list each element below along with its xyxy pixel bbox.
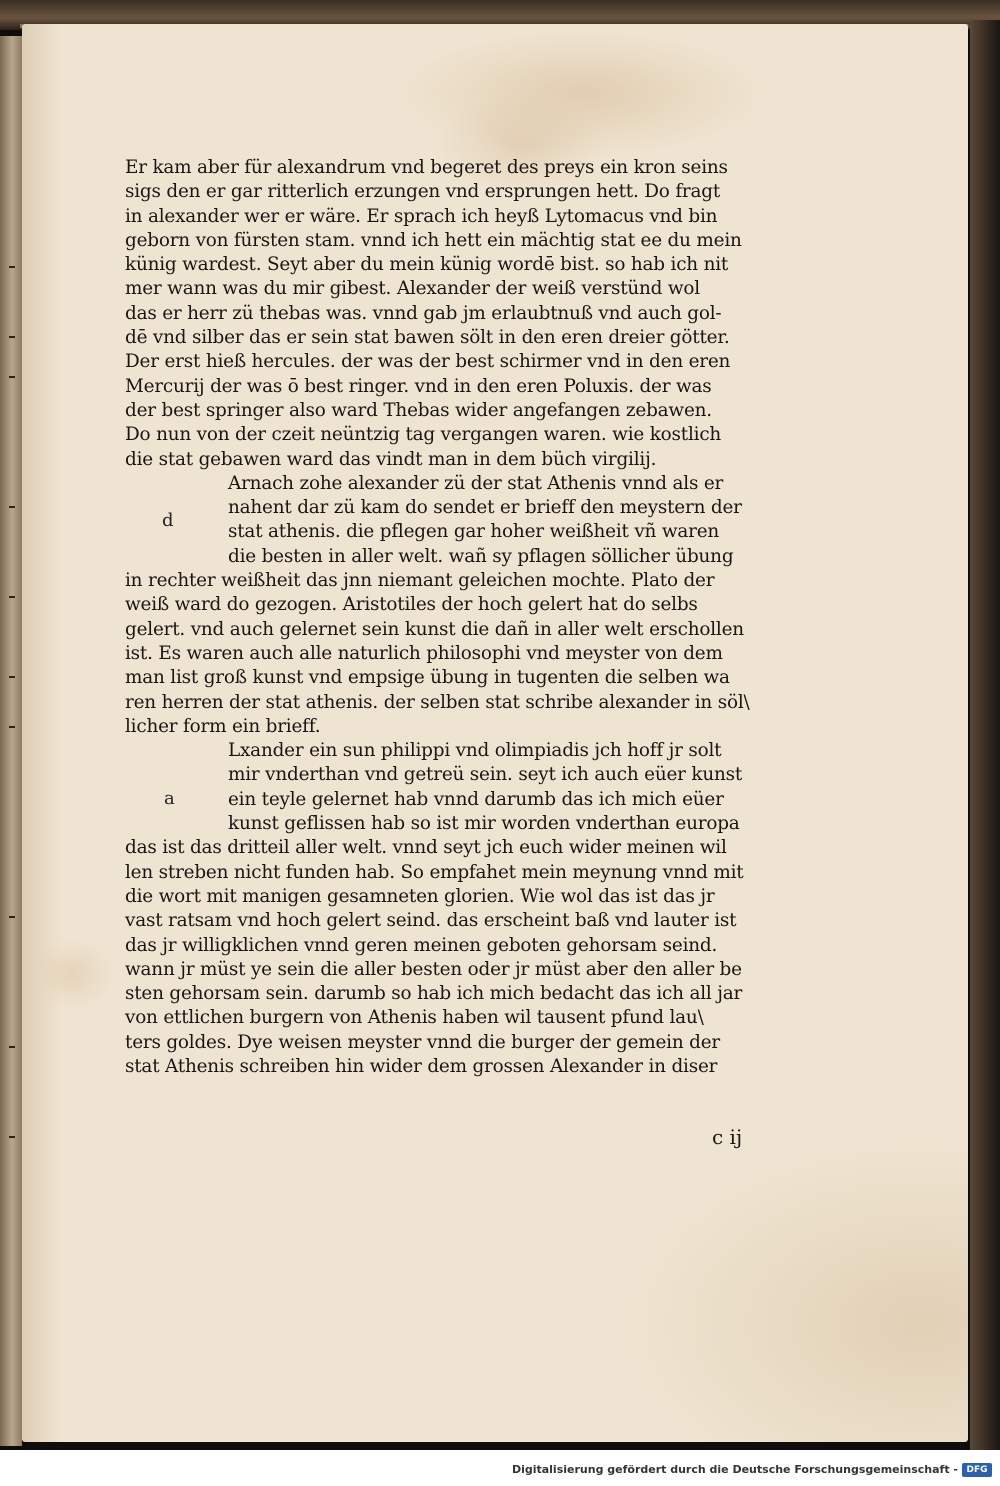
text-line: gelert. vnd auch gelernet sein kunst die dañ in aller welt erschollen <box>125 618 744 640</box>
text-line: ters goldes. Dye weisen meyster vnnd die burger der gemein der <box>125 1031 720 1053</box>
page-text <box>125 156 785 1079</box>
paragraph-3 <box>125 739 785 1079</box>
text-line: in alexander wer er wäre. Er sprach ich heyß Lytomacus vnd bin <box>125 205 718 227</box>
text-line: man list groß kunst vnd empsige übung in tugenten die selben wa <box>125 667 730 689</box>
text-line: nahent dar zü kam do sendet er brieff den meystern der <box>228 497 742 519</box>
facing-page-sliver <box>0 36 22 1446</box>
text-line: das ist das dritteil aller welt. vnnd seyt jch euch wider meinen wil <box>125 837 727 859</box>
text-line: geborn von fürsten stam. vnnd ich hett ein mächtig stat ee du mein <box>125 229 742 251</box>
text-line: stat athenis. die pflegen gar hoher weißheit vñ waren <box>228 521 720 543</box>
text-line: sigs den er gar ritterlich erzungen vnd ersprungen hett. Do fragt <box>125 181 721 203</box>
text-line: licher form ein brieff. <box>125 715 321 737</box>
text-line: von ettlichen burgern von Athenis haben wil tausent pfund lau\ <box>125 1007 704 1029</box>
paragraph-1 <box>125 156 785 472</box>
text-line: Der erst hieß hercules. der was der best schirmer vnd in den eren <box>125 351 731 373</box>
text-line: ren herren der stat athenis. der selben stat schribe alexander in söl\ <box>125 691 750 713</box>
text-line: der best springer also ward Thebas wider angefangen zebawen. <box>125 399 712 421</box>
text-line: die wort mit manigen gesamneten glorien. Wie wol das ist das jr <box>125 885 715 907</box>
text-line: mir vnderthan vnd getreü sein. seyt ich auch eüer kunst <box>228 764 743 786</box>
text-line: ist. Es waren auch alle naturlich philosophi vnd meyster von dem <box>125 642 723 664</box>
text-line: sten gehorsam sein. darumb so hab ich mich bedacht das ich all jar <box>125 983 743 1005</box>
text-line: dē vnd silber das er sein stat bawen sölt in den eren dreier götter. <box>125 327 730 349</box>
text-line: vast ratsam vnd hoch gelert seind. das erscheint baß vnd lauter ist <box>125 910 737 932</box>
text-line: die besten in aller welt. wañ sy pflagen söllicher übung <box>228 545 734 567</box>
text-line: das jr willigklichen vnnd geren meinen geboten gehorsam seind. <box>125 934 718 956</box>
initial-guide-letter: d <box>162 510 174 531</box>
text-line: stat Athenis schreiben hin wider dem grossen Alexander in diser <box>125 1055 718 1077</box>
text-line: Er kam aber für alexandrum vnd begeret des preys ein kron seins <box>125 157 728 178</box>
initial-guide-letter: a <box>164 788 175 809</box>
right-page-edge <box>970 20 1000 1450</box>
text-line: wann jr müst ye sein die aller besten oder jr müst aber den aller be <box>125 958 742 980</box>
text-line: die stat gebawen ward das vindt man in dem büch virgilij. <box>125 448 657 470</box>
text-line: kunst geflissen hab so ist mir worden vnderthan europa <box>228 813 740 835</box>
text-line: weiß ward do gezogen. Aristotiles der hoch gelert hat do selbs <box>125 594 698 616</box>
text-line: das er herr zü thebas was. vnnd gab jm erlaubtnuß vnd auch gol- <box>125 302 722 324</box>
text-line: Arnach zohe alexander zü der stat Athenis vnnd als er <box>228 472 724 494</box>
text-line: in rechter weißheit das jnn niemant geleichen mochte. Plato der <box>125 570 715 592</box>
text-line: Do nun von der czeit neüntzig tag vergangen waren. wie kostlich <box>125 424 722 446</box>
text-line: Mercurij der was ō best ringer. vnd in den eren Poluxis. der was <box>125 375 712 397</box>
paragraph-2 <box>125 472 785 739</box>
text-line: mer wann was du mir gibest. Alexander der weiß verstünd wol <box>125 278 700 300</box>
text-line: Lxander ein sun philippi vnd olimpiadis jch hoff jr solt <box>228 740 722 762</box>
signature-mark: c ij <box>712 1125 743 1149</box>
text-line: ein teyle gelernet hab vnnd darumb das ich mich eüer <box>228 788 724 810</box>
text-line: len streben nicht funden hab. So empfahet mein meynung vnnd mit <box>125 861 744 883</box>
text-line: künig wardest. Seyt aber du mein künig wordē bist. so hab ich nit <box>125 254 729 276</box>
funding-credit: Digitalisierung gefördert durch die Deutsche Forschungsgemeinschaft - <box>511 1463 958 1476</box>
footer-bar <box>0 1450 1000 1486</box>
dfg-logo: DFG <box>962 1463 992 1477</box>
